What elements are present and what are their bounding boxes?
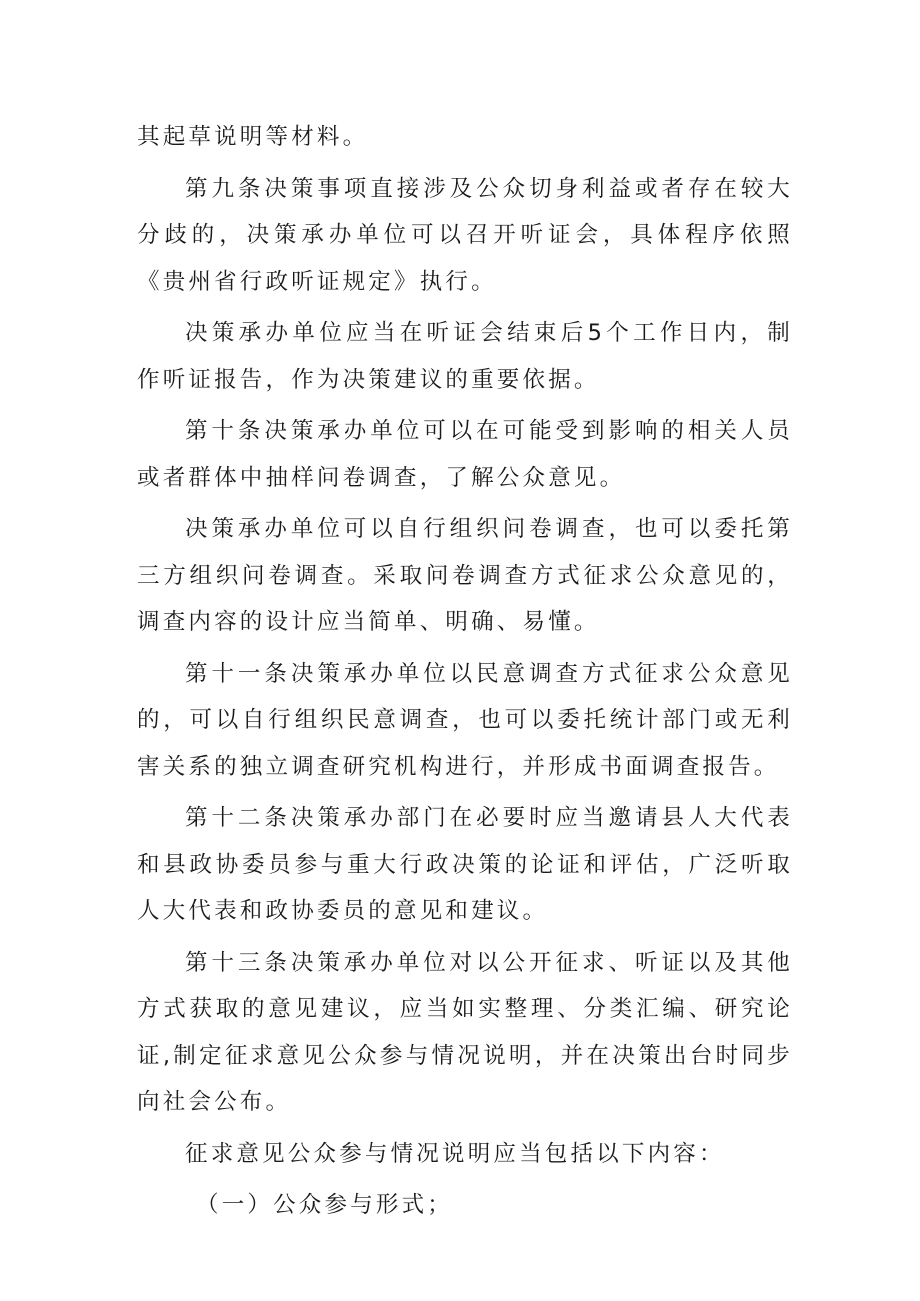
paragraph-questionnaire: 决策承办单位可以自行组织问卷调查，也可以委托第三方组织问卷调查。采取问卷调查方式征求公众意见的，调查内容的设计应当简单、明确、易懂。 (137, 516, 793, 635)
paragraph-hearing-report: 决策承办单位应当在听证会结束后5个工作日内，制作听证报告，作为决策建议的重要依据。 (137, 320, 793, 393)
paragraph-continuation: 其起草说明等材料。 (137, 124, 369, 150)
paragraph-article-10: 第十条决策承办单位可以在可能受到影响的相关人员或者群体中抽样问卷调查，了解公众意见。 (137, 418, 793, 491)
paragraph-article-12: 第十二条决策承办部门在必要时应当邀请县人大代表和县政协委员参与重大行政决策的论证和评估，广泛听取人大代表和政协委员的意见和建议。 (137, 805, 793, 924)
list-item-1: （一）公众参与形式； (196, 1192, 454, 1218)
paragraph-article-9: 第九条决策事项直接涉及公众切身利益或者存在较大分歧的，决策承办单位可以召开听证会，具体程序依照《贵州省行政听证规定》执行。 (137, 175, 793, 295)
paragraph-explanation-contents: 征求意见公众参与情况说明应当包括以下内容： (185, 1140, 725, 1167)
paragraph-article-13: 第十三条决策承办单位对以公开征求、听证以及其他方式获取的意见建议，应当如实整理、分类汇编、研究论证,制定征求意见公众参与情况说明，并在决策出台时同步向社会公布。 (137, 949, 793, 1115)
document-body (137, 114, 793, 1229)
paragraph-article-11: 第十一条决策承办单位以民意调查方式征求公众意见的，可以自行组织民意调查，也可以委托统计部门或无利害关系的独立调查研究机构进行，并形成书面调查报告。 (137, 660, 793, 780)
